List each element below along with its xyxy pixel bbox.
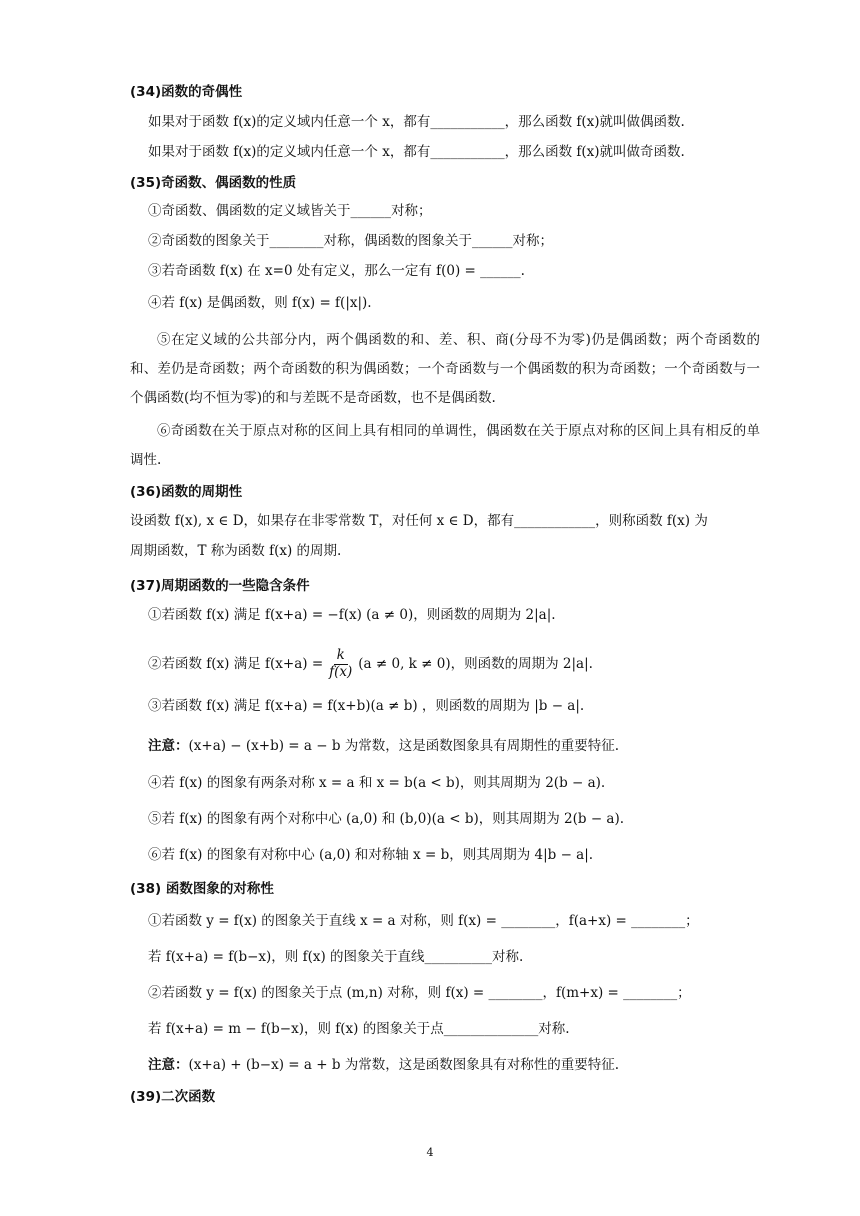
note-text: (x+a) + (b−x) = a + b 为常数，这是函数图象具有对称性的重要特征.	[188, 1057, 620, 1073]
section-35-heading: (35)奇函数、偶函数的性质	[130, 175, 297, 191]
period-item-4: ④若 f(x) 的图象有两条对称 x = a 和 x = b(a < b)，则其周期为 2(b − a).	[148, 775, 606, 791]
period-item-2	[148, 648, 593, 680]
section-39-heading: (39)二次函数	[130, 1089, 216, 1105]
property-item-5: ⑤在定义域的公共部分内，两个偶函数的和、差、积、商(分母不为零)仍是偶函数；两个奇函数的和、差仍是奇函数；两个奇函数的积为偶函数；一个奇函数与一个偶函数的积为奇函数；一个奇函数与一个偶函数(均不恒为零)的和与差既不是奇函数，也不是偶函数.	[130, 332, 760, 406]
note-label: 注意：	[148, 1057, 189, 1073]
section-36-heading: (36)函数的周期性	[130, 484, 243, 500]
period-item-2-suffix: (a ≠ 0, k ≠ 0)，则函数的周期为 2|a|.	[358, 655, 593, 672]
property-item-6: ⑥奇函数在关于原点对称的区间上具有相同的单调性，偶函数在关于原点对称的区间上具有相反的单调性.	[130, 423, 760, 468]
section-37-heading: (37)周期函数的一些隐含条件	[130, 578, 310, 594]
fraction-numerator: k	[334, 648, 348, 665]
fraction-denominator: f(x)	[329, 663, 353, 680]
symmetry-note	[148, 1057, 619, 1073]
period-item-1: ①若函数 f(x) 满足 f(x+a) = −f(x) (a ≠ 0)，则函数的周期为 2|a|.	[148, 607, 556, 623]
period-item-3: ③若函数 f(x) 满足 f(x+a) = f(x+b)(a ≠ b) ，则函数的周期为 |b − a|.	[148, 698, 585, 714]
period-note	[148, 738, 619, 754]
periodic-definition-line-2: 周期函数，T 称为函数 f(x) 的周期.	[130, 543, 342, 559]
periodic-definition-line-1: 设函数 f(x), x ∈ D，如果存在非零常数 T，对任何 x ∈ D，都有____________，则称函数 f(x) 为	[130, 513, 708, 529]
fraction	[329, 648, 352, 680]
property-item-2: ②奇函数的图象关于________对称，偶函数的图象关于______对称；	[148, 233, 553, 249]
section-34-heading: (34)函数的奇偶性	[130, 84, 243, 100]
property-item-6-block	[130, 417, 760, 475]
note-label: 注意：	[148, 738, 189, 754]
symmetry-item-1: ①若函数 y = f(x) 的图象关于直线 x = a 对称，则 f(x) = ________，f(a+x) = ________；	[148, 913, 699, 929]
period-item-2-prefix: ②若函数 f(x) 满足 f(x+a) =	[148, 655, 324, 672]
section-38-heading: (38) 函数图象的对称性	[130, 881, 274, 897]
property-item-3: ③若奇函数 f(x) 在 x=0 处有定义，那么一定有 f(0) = ______.	[148, 263, 525, 279]
symmetry-item-2b: 若 f(x+a) = m − f(b−x)，则 f(x) 的图象关于点______________对称.	[148, 1021, 570, 1037]
symmetry-item-1b: 若 f(x+a) = f(b−x)，则 f(x) 的图象关于直线__________对称.	[148, 949, 524, 965]
property-item-4: ④若 f(x) 是偶函数，则 f(x) = f(|x|).	[148, 295, 372, 311]
period-item-6: ⑥若 f(x) 的图象有对称中心 (a,0) 和对称轴 x = b，则其周期为 4|b − a|.	[148, 847, 594, 863]
property-item-5-block	[130, 326, 760, 413]
odd-function-definition: 如果对于函数 f(x)的定义域内任意一个 x，都有___________，那么函数 f(x)就叫做奇函数.	[148, 144, 685, 160]
period-item-5: ⑤若 f(x) 的图象有两个对称中心 (a,0) 和 (b,0)(a < b)，则其周期为 2(b − a).	[148, 811, 625, 827]
note-text: (x+a) − (x+b) = a − b 为常数，这是函数图象具有周期性的重要特征.	[188, 738, 620, 754]
property-item-1: ①奇函数、偶函数的定义域皆关于______对称；	[148, 203, 432, 219]
even-function-definition: 如果对于函数 f(x)的定义域内任意一个 x，都有___________，那么函数 f(x)就叫做偶函数.	[148, 114, 685, 130]
symmetry-item-2: ②若函数 y = f(x) 的图象关于点 (m,n) 对称，则 f(x) = ________，f(m+x) = ________；	[148, 985, 691, 1001]
page-number: 4	[426, 1146, 434, 1159]
